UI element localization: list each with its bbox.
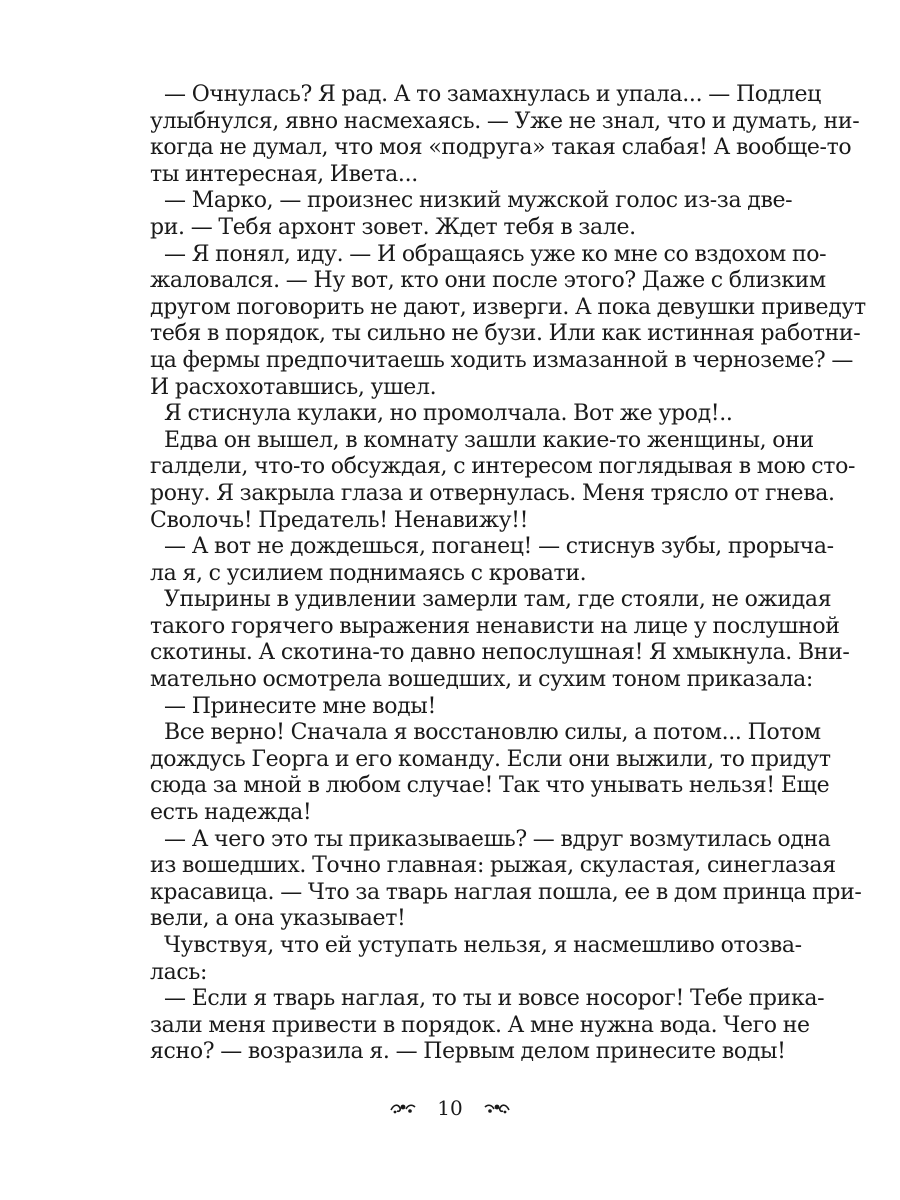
paragraph (150, 241, 866, 402)
text-line: мательно осмотрела вошедших, и сухим тоном приказала: (150, 667, 813, 693)
text-line: другом поговорить не дают, изверги. А пока девушки приведут (150, 294, 866, 320)
text-line: ри. — Тебя архонт зовет. Ждет тебя в зале. (150, 214, 636, 240)
text-line: сюда за мной в любом случае! Так что унывать нельзя! Еще (150, 773, 830, 799)
text-line: красавица. — Что за тварь наглая пошла, ее в дом принца при- (150, 879, 862, 905)
ornament-left-icon (389, 1101, 417, 1115)
text-line: ла я, с усилием поднимаясь с кровати. (150, 560, 587, 586)
text-line: — Если я тварь наглая, то ты и вовсе носорог! Тебе прика- (164, 986, 825, 1012)
text-line: галдели, что-то обсуждая, с интересом поглядывая в мою сто- (150, 454, 856, 480)
ornament-right-icon (483, 1101, 511, 1115)
text-line: — Принесите мне воды! (164, 693, 436, 719)
text-line: — Марко, — произнес низкий мужской голос из-за две- (164, 188, 793, 214)
text-line: — Очнулась? Я рад. А то замахнулась и упала... — Подлец (164, 82, 821, 107)
paragraph (150, 720, 831, 826)
text-line: ца фермы предпочитаешь ходить измазанной в черноземе? — (150, 347, 854, 373)
text-line: Упырины в удивлении замерли там, где стояли, не ожидая (164, 587, 832, 613)
paragraph (150, 401, 752, 428)
text-line: вели, а она указывает! (150, 906, 406, 932)
text-line: жаловался. — Ну вот, кто они после этого? Даже с близким (150, 268, 826, 294)
text-line: Сволочь! Предатель! Ненавижу!! (150, 507, 529, 533)
paragraph (150, 427, 856, 534)
body-text (150, 82, 866, 1066)
text-line: — Я понял, иду. — И обращаясь уже ко мне со вздохом по- (164, 241, 827, 267)
paragraph (150, 933, 802, 986)
text-line: Все верно! Сначала я восстановлю силы, а потом... Потом (164, 720, 821, 746)
page-footer (0, 1096, 900, 1120)
text-line: такого горячего выражения ненависти на лице у послушной (150, 613, 840, 639)
text-line: Едва он вышел, в комнату зашли какие-то женщины, они (164, 427, 814, 453)
text-line: И расхохотавшись, ушел. (150, 374, 437, 400)
text-line: дождусь Георга и его команду. Если они выжили, то придут (150, 746, 831, 772)
text-line: зали меня привести в порядок. А мне нужна вода. Чего не (150, 1012, 810, 1038)
paragraph (150, 188, 793, 241)
text-line: Я стиснула кулаки, но промолчала. Вот же урод!.. (164, 401, 733, 427)
text-line: тебя в порядок, ты сильно не бузи. Или как истинная работни- (150, 321, 861, 347)
paragraph (150, 82, 860, 188)
paragraph (150, 534, 834, 587)
text-line: ясно? — возразила я. — Первым делом принесите воды! (150, 1039, 786, 1065)
text-line: лась: (150, 959, 208, 985)
paragraph (150, 986, 825, 1066)
text-line: Чувствуя, что ей уступать нельзя, я насмешливо отозва- (164, 933, 802, 958)
text-line: скотины. А скотина-то давно непослушная! Я хмыкнула. Вни- (150, 640, 850, 666)
text-line: ты интересная, Ивета... (150, 161, 418, 187)
paragraph (150, 694, 752, 721)
text-line: есть надежда! (150, 800, 312, 826)
paragraph (150, 826, 862, 933)
text-line: рону. Я закрыла глаза и отвернулась. Меня трясло от гнева. (150, 480, 835, 506)
text-line: — А чего это ты приказываешь? — вдруг возмутилась одна (164, 826, 831, 852)
text-line: из вошедших. Точно главная: рыжая, скуластая, синеглазая (150, 853, 836, 879)
text-line: улыбнулся, явно насмехаясь. — Уже не знал, что и думать, ни- (150, 108, 860, 134)
page-number: 10 (437, 1096, 463, 1120)
text-line: — А вот не дождешься, поганец! — стиснув зубы, прорычa- (164, 534, 834, 560)
paragraph (150, 587, 850, 693)
text-line: когда не думал, что моя «подруга» такая слабая! А вообще-то (150, 135, 852, 161)
